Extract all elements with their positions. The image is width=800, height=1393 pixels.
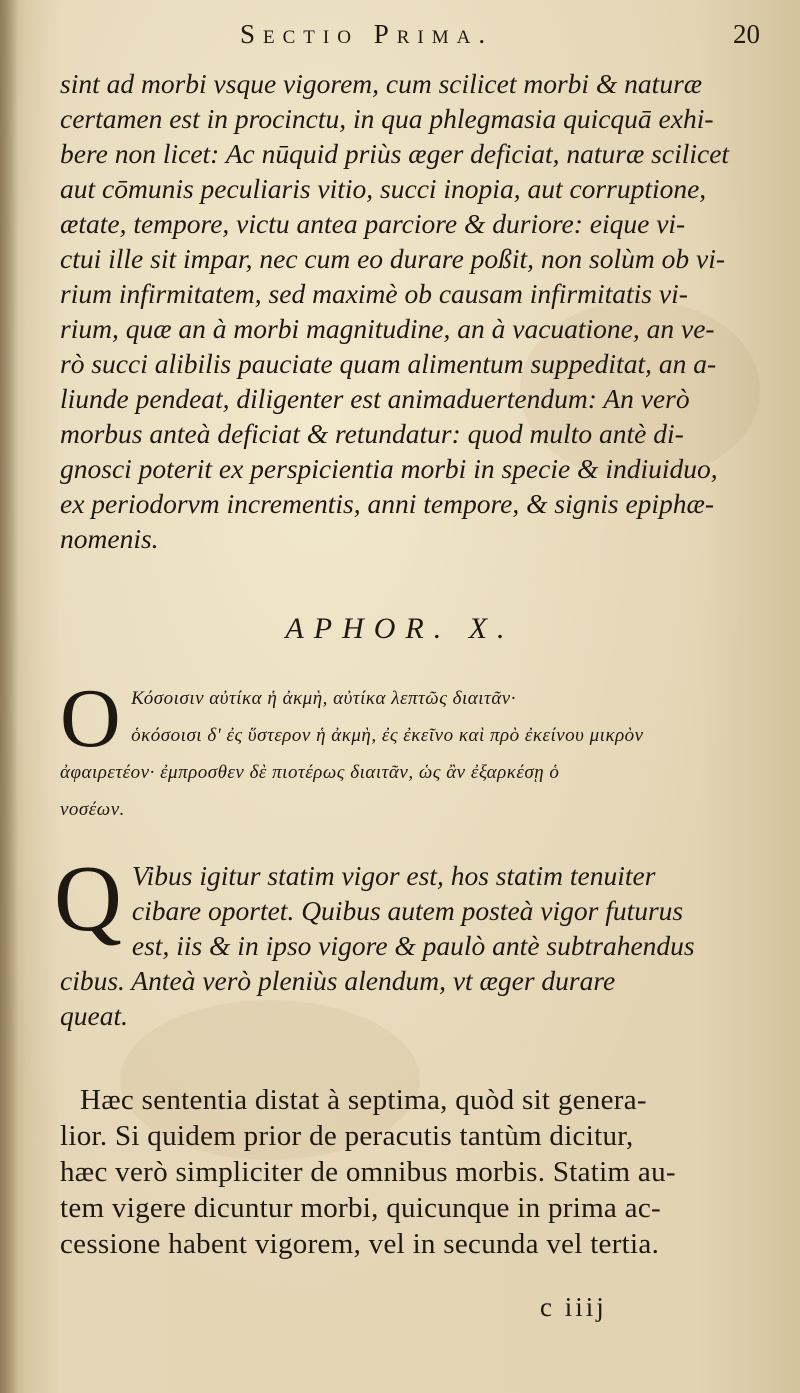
text-line: rò succi alibilis pauciate quam alimentum suppeditat, an a- <box>60 348 717 379</box>
greek-line: ὁκόσοισι δ' ἐς ὕστερον ἡ ἀκμὴ, ἐς ἐκεῖνο καὶ πρὸ ἐκείνου μικρὸν <box>131 725 644 746</box>
text-line: lior. Si quidem prior de peracutis tantùm dicitur, <box>60 1120 634 1152</box>
running-head <box>240 14 760 54</box>
text-line: morbus anteà deficiat & retundatur: quod multo antè di- <box>60 418 684 449</box>
text-line: tem vigere dicuntur morbi, quicunque in prima ac- <box>60 1192 661 1224</box>
greek-line: Κόσοισιν αὐτίκα ἡ ἀκμὴ, αὐτίκα λεπτῶς διαιτᾶν· <box>131 688 516 709</box>
page-gutter-shadow <box>0 0 18 1393</box>
latin-drop-cap: Q <box>54 847 122 951</box>
greek-line: νοσέων. <box>60 799 125 820</box>
text-line: gnosci poterit ex perspicientia morbi in specie & indiuiduo, <box>60 453 718 484</box>
text-line: Hæc sententia distat à septima, quòd sit genera- <box>80 1084 647 1116</box>
greek-aphorism <box>60 672 770 828</box>
text-line: hæc verò simpliciter de omnibus morbis. Statim au- <box>60 1156 676 1188</box>
text-line: sint ad morbi vsque vigorem, cum scilicet morbi & naturæ <box>60 68 703 99</box>
commentary-paragraph <box>60 66 770 556</box>
latin-line: queat. <box>60 1000 128 1031</box>
text-line: ætate, tempore, victu antea parciore & duriore: eique vi- <box>60 208 686 239</box>
text-line: cessione habent vigorem, vel in secunda vel tertia. <box>60 1228 660 1260</box>
text-line: ctui ille sit impar, nec cum eo durare poßit, non solùm ob vi- <box>60 243 726 274</box>
latin-line: cibare oportet. Quibus autem posteà vigor futurus <box>131 895 684 926</box>
page-number: 20 <box>733 18 760 49</box>
latin-line: Vibus igitur statim vigor est, hos statim tenuiter <box>131 860 656 891</box>
text-line: rium, quæ an à morbi magnitudine, an à vacuatione, an ve- <box>60 313 715 344</box>
text-line: bere non licet: Ac nūquid priùs æger deficiat, naturæ scilicet <box>60 138 730 169</box>
running-title: Sectio Prima. <box>240 18 494 49</box>
text-line: ex periodorvm incrementis, anni tempore, & signis epiphæ- <box>60 488 715 519</box>
greek-line: ἀφαιρετέον· ἐμπροσθεν δὲ πιοτέρως διαιτᾶν, ὡς ἂν ἐξαρκέσῃ ὁ <box>60 762 560 783</box>
greek-drop-cap: O <box>60 672 122 765</box>
text-line: rium infirmitatem, sed maximè ob causam infirmitatis vi- <box>60 278 688 309</box>
latin-translation <box>54 847 770 1033</box>
aphorism-heading: APHOR. X. <box>285 612 515 645</box>
signature-mark: c iiij <box>540 1292 607 1322</box>
text-line: certamen est in procinctu, in qua phlegmasia quicquā exhi- <box>60 103 714 134</box>
latin-line: cibus. Anteà verò pleniùs alendum, vt æger durare <box>60 965 616 996</box>
commentary-roman <box>60 1082 770 1262</box>
text-line: aut cōmunis peculiaris vitio, succi inopia, aut corruptione, <box>60 173 707 204</box>
text-line: liunde pendeat, diligenter est animaduertendum: An verò <box>60 383 690 414</box>
text-line: nomenis. <box>60 523 159 554</box>
latin-line: est, iis & in ipso vigore & paulò antè subtrahendus <box>131 930 695 961</box>
